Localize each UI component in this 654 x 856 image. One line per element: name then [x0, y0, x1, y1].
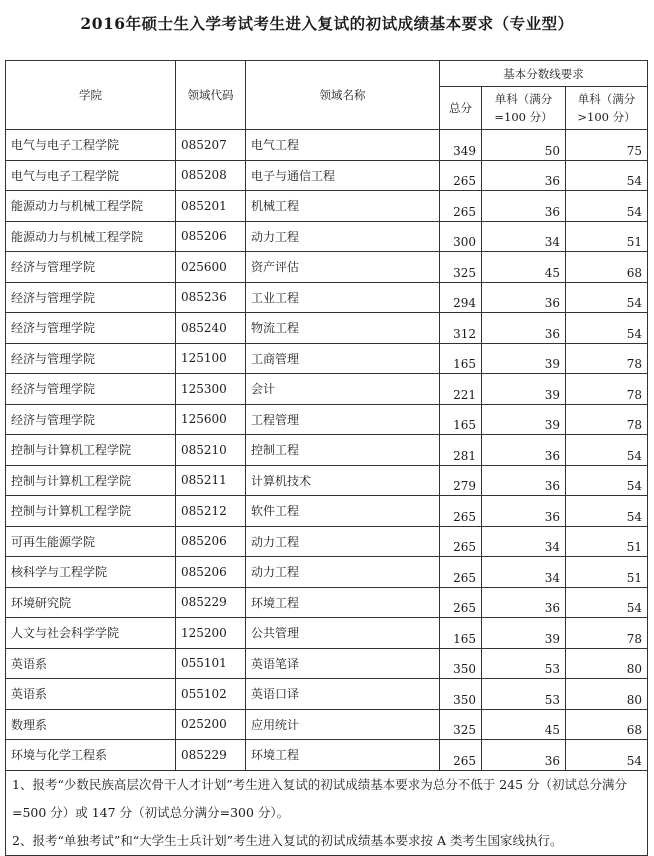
single-over-100-cell: 51 — [566, 526, 648, 557]
single-100-cell: 45 — [482, 252, 566, 283]
single-over-100-cell: 68 — [566, 252, 648, 283]
college-cell: 环境研究院 — [6, 587, 176, 618]
single-100-cell: 36 — [482, 160, 566, 191]
college-cell: 能源动力与机械工程学院 — [6, 221, 176, 252]
college-cell: 电气与电子工程学院 — [6, 160, 176, 191]
table-body — [6, 130, 648, 771]
header-single-over-100: 单科（满分>100 分） — [566, 87, 648, 130]
code-cell: 125300 — [176, 374, 246, 405]
single-over-100-cell: 54 — [566, 496, 648, 527]
name-cell: 计算机技术 — [246, 465, 440, 496]
single-over-100-cell: 54 — [566, 587, 648, 618]
college-cell: 经济与管理学院 — [6, 282, 176, 313]
name-cell: 软件工程 — [246, 496, 440, 527]
single-over-100-cell: 78 — [566, 374, 648, 405]
college-cell: 人文与社会科学学院 — [6, 618, 176, 649]
single-100-cell: 34 — [482, 526, 566, 557]
total-cell: 350 — [440, 648, 482, 679]
code-cell: 085236 — [176, 282, 246, 313]
header-total: 总分 — [440, 87, 482, 130]
code-cell: 055102 — [176, 679, 246, 710]
total-cell: 265 — [440, 191, 482, 222]
single-100-cell: 39 — [482, 404, 566, 435]
header-group: 基本分数线要求 — [440, 61, 648, 87]
total-cell: 165 — [440, 404, 482, 435]
college-cell: 控制与计算机工程学院 — [6, 465, 176, 496]
table-row — [6, 374, 648, 405]
single-over-100-cell: 78 — [566, 618, 648, 649]
single-100-cell: 39 — [482, 618, 566, 649]
note-1: 1、报考“少数民族高层次骨干人才计划”考生进入复试的初试成绩基本要求为总分不低于 245 分（初试总分满分=500 分）或 147 分（初试总分满分=300 分）。 — [12, 776, 628, 820]
single-100-cell: 36 — [482, 282, 566, 313]
single-100-cell: 45 — [482, 709, 566, 740]
single-100-cell: 36 — [482, 435, 566, 466]
name-cell: 动力工程 — [246, 526, 440, 557]
name-cell: 控制工程 — [246, 435, 440, 466]
name-cell: 物流工程 — [246, 313, 440, 344]
table-row — [6, 282, 648, 313]
table-row — [6, 709, 648, 740]
total-cell: 294 — [440, 282, 482, 313]
table-row — [6, 679, 648, 710]
college-cell: 环境与化学工程系 — [6, 740, 176, 771]
code-cell: 025600 — [176, 252, 246, 283]
table-row — [6, 191, 648, 222]
table-row — [6, 435, 648, 466]
table-row — [6, 252, 648, 283]
single-100-cell: 36 — [482, 496, 566, 527]
code-cell: 085229 — [176, 587, 246, 618]
total-cell: 165 — [440, 343, 482, 374]
college-cell: 控制与计算机工程学院 — [6, 435, 176, 466]
single-100-cell: 34 — [482, 557, 566, 588]
table-row — [6, 130, 648, 161]
total-cell: 300 — [440, 221, 482, 252]
name-cell: 公共管理 — [246, 618, 440, 649]
single-100-cell: 36 — [482, 313, 566, 344]
single-over-100-cell: 54 — [566, 191, 648, 222]
single-over-100-cell: 78 — [566, 404, 648, 435]
code-cell: 085211 — [176, 465, 246, 496]
note-2: 2、报考“单独考试”和“大学生士兵计划”考生进入复试的初试成绩基本要求按 A 类考生国家线执行。 — [12, 832, 563, 848]
single-over-100-cell: 54 — [566, 313, 648, 344]
college-cell: 经济与管理学院 — [6, 252, 176, 283]
single-100-cell: 50 — [482, 130, 566, 161]
single-over-100-cell: 51 — [566, 221, 648, 252]
table-row — [6, 313, 648, 344]
college-cell: 数理系 — [6, 709, 176, 740]
single-100-cell: 36 — [482, 191, 566, 222]
code-cell: 055101 — [176, 648, 246, 679]
name-cell: 动力工程 — [246, 221, 440, 252]
name-cell: 应用统计 — [246, 709, 440, 740]
college-cell: 可再生能源学院 — [6, 526, 176, 557]
single-over-100-cell: 80 — [566, 679, 648, 710]
name-cell: 工程管理 — [246, 404, 440, 435]
single-over-100-cell: 54 — [566, 160, 648, 191]
single-100-cell: 39 — [482, 343, 566, 374]
table-row — [6, 221, 648, 252]
code-cell: 085210 — [176, 435, 246, 466]
college-cell: 英语系 — [6, 648, 176, 679]
single-over-100-cell: 68 — [566, 709, 648, 740]
name-cell: 工业工程 — [246, 282, 440, 313]
single-100-cell: 36 — [482, 740, 566, 771]
code-cell: 125100 — [176, 343, 246, 374]
code-cell: 085201 — [176, 191, 246, 222]
college-cell: 能源动力与机械工程学院 — [6, 191, 176, 222]
code-cell: 085206 — [176, 557, 246, 588]
table-row — [6, 160, 648, 191]
total-cell: 265 — [440, 740, 482, 771]
total-cell: 221 — [440, 374, 482, 405]
college-cell: 经济与管理学院 — [6, 343, 176, 374]
code-cell: 085208 — [176, 160, 246, 191]
single-100-cell: 34 — [482, 221, 566, 252]
code-cell: 085229 — [176, 740, 246, 771]
code-cell: 125200 — [176, 618, 246, 649]
single-over-100-cell: 54 — [566, 435, 648, 466]
total-cell: 279 — [440, 465, 482, 496]
code-cell: 085206 — [176, 221, 246, 252]
college-cell: 电气与电子工程学院 — [6, 130, 176, 161]
single-100-cell: 53 — [482, 679, 566, 710]
name-cell: 动力工程 — [246, 557, 440, 588]
total-cell: 350 — [440, 679, 482, 710]
name-cell: 环境工程 — [246, 587, 440, 618]
total-cell: 265 — [440, 526, 482, 557]
single-over-100-cell: 75 — [566, 130, 648, 161]
total-cell: 165 — [440, 618, 482, 649]
single-over-100-cell: 54 — [566, 465, 648, 496]
name-cell: 会计 — [246, 374, 440, 405]
total-cell: 325 — [440, 709, 482, 740]
total-cell: 265 — [440, 496, 482, 527]
table-row — [6, 587, 648, 618]
total-cell: 325 — [440, 252, 482, 283]
total-cell: 281 — [440, 435, 482, 466]
score-table — [5, 60, 648, 856]
table-row — [6, 343, 648, 374]
name-cell: 电气工程 — [246, 130, 440, 161]
single-100-cell: 39 — [482, 374, 566, 405]
single-over-100-cell: 54 — [566, 282, 648, 313]
code-cell: 085212 — [176, 496, 246, 527]
code-cell: 025200 — [176, 709, 246, 740]
single-over-100-cell: 51 — [566, 557, 648, 588]
total-cell: 265 — [440, 587, 482, 618]
header-name: 领域名称 — [246, 61, 440, 130]
name-cell: 机械工程 — [246, 191, 440, 222]
name-cell: 工商管理 — [246, 343, 440, 374]
header-single-100: 单科（满分=100 分） — [482, 87, 566, 130]
single-over-100-cell: 80 — [566, 648, 648, 679]
header-college: 学院 — [6, 61, 176, 130]
college-cell: 控制与计算机工程学院 — [6, 496, 176, 527]
table-row — [6, 648, 648, 679]
table-row — [6, 557, 648, 588]
total-cell: 349 — [440, 130, 482, 161]
college-cell: 核科学与工程学院 — [6, 557, 176, 588]
code-cell: 085206 — [176, 526, 246, 557]
college-cell: 英语系 — [6, 679, 176, 710]
header-code: 领域代码 — [176, 61, 246, 130]
college-cell: 经济与管理学院 — [6, 404, 176, 435]
college-cell: 经济与管理学院 — [6, 374, 176, 405]
single-over-100-cell: 54 — [566, 740, 648, 771]
total-cell: 312 — [440, 313, 482, 344]
code-cell: 085207 — [176, 130, 246, 161]
table-row — [6, 740, 648, 771]
single-100-cell: 36 — [482, 465, 566, 496]
single-over-100-cell: 78 — [566, 343, 648, 374]
code-cell: 125600 — [176, 404, 246, 435]
name-cell: 环境工程 — [246, 740, 440, 771]
notes-cell — [6, 770, 648, 855]
name-cell: 英语口译 — [246, 679, 440, 710]
single-100-cell: 53 — [482, 648, 566, 679]
total-cell: 265 — [440, 160, 482, 191]
name-cell: 英语笔译 — [246, 648, 440, 679]
code-cell: 085240 — [176, 313, 246, 344]
table-row — [6, 404, 648, 435]
college-cell: 经济与管理学院 — [6, 313, 176, 344]
total-cell: 265 — [440, 557, 482, 588]
table-row — [6, 496, 648, 527]
table-row — [6, 526, 648, 557]
table-row — [6, 465, 648, 496]
name-cell: 资产评估 — [246, 252, 440, 283]
page-title: 2016年硕士生入学考试考生进入复试的初试成绩基本要求（专业型） — [80, 14, 574, 33]
table-row — [6, 618, 648, 649]
name-cell: 电子与通信工程 — [246, 160, 440, 191]
single-100-cell: 36 — [482, 587, 566, 618]
